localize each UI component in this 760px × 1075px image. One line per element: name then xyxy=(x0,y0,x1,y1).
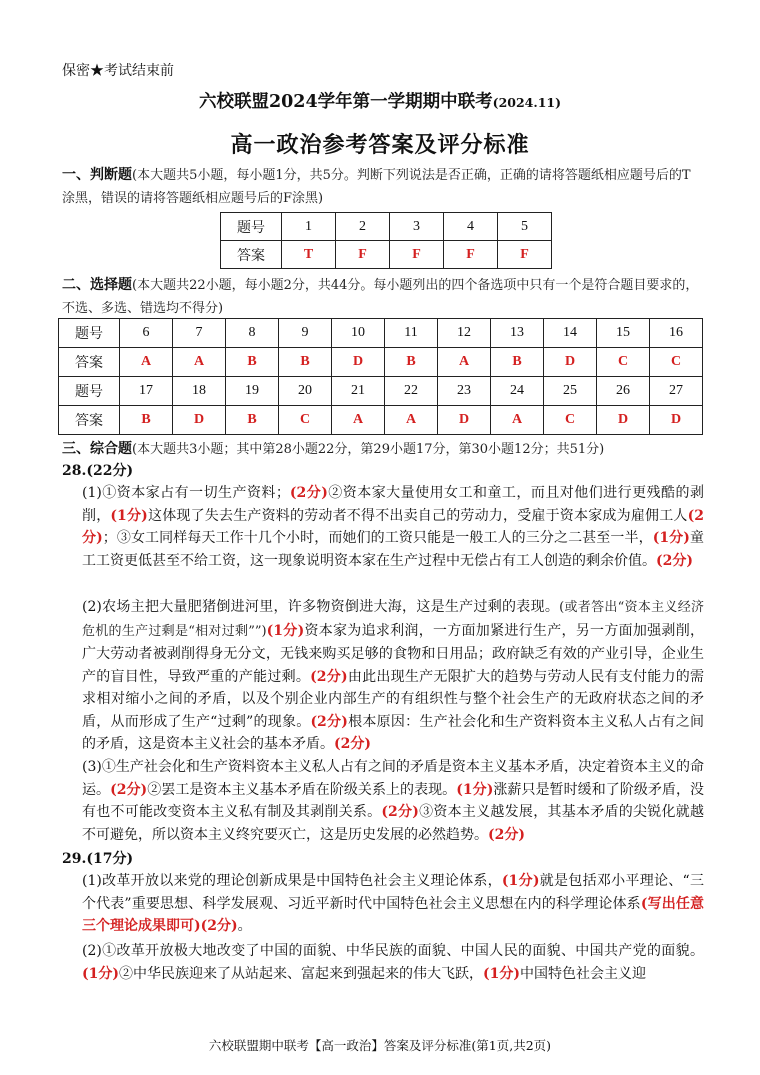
score-marker: (2分) xyxy=(381,804,419,820)
answer-cell: D xyxy=(332,348,385,377)
q29-answer-part1 xyxy=(82,870,704,938)
score-marker: (1分) xyxy=(652,530,690,546)
section2-label: 二、选择题 xyxy=(62,277,132,293)
q28-answer-part3 xyxy=(82,756,704,846)
row-label: 题号 xyxy=(59,319,120,348)
answer-text: 由此出现生产无限扩大的趋势与劳动人民有支付能力的需求相对缩小之间的矛盾，以及个别企业内部生产的有组织性与整个社会生产的无政府状态之间的矛盾，从而形成了生产“过剩”的现象。 xyxy=(82,668,705,730)
section2-heading xyxy=(62,274,702,320)
table-row xyxy=(59,406,703,435)
question-number: 14 xyxy=(544,319,597,348)
section3-label: 三、综合题 xyxy=(62,441,132,457)
answer-cell: D xyxy=(173,406,226,435)
answer-text: 涨薪只是暂时缓和了阶级矛盾，没有也不可能改变资本主义私有制及其剥削关系。 xyxy=(82,781,705,820)
answer-cell: F xyxy=(498,241,552,269)
answer-text: (1)①资本家占有一切生产资料； xyxy=(82,485,290,501)
answer-text: ；③女工同样每天工作十几个小时，而她们的工资只能是一般工人的三分之二甚至一半， xyxy=(102,530,653,546)
answer-cell: C xyxy=(279,406,332,435)
section1-desc: (本大题共5小题，每小题1分，共5分。判断下列说法是否正确，正确的请将答题纸相应题号后的T涂黑，错误的请将答题纸相应题号后的F涂黑) xyxy=(62,168,691,206)
question-number: 13 xyxy=(491,319,544,348)
question-number: 7 xyxy=(173,319,226,348)
q28-number: 28. xyxy=(62,463,87,479)
answer-text: 中国特色社会主义迎 xyxy=(520,965,646,982)
answer-text: ②资本家大量使用女工和童工，而且对他们进行更残酷的剥削， xyxy=(82,485,704,524)
answer-cell: B xyxy=(491,348,544,377)
answer-cell: F xyxy=(390,241,444,269)
answer-cell: T xyxy=(282,241,336,269)
answer-cell: C xyxy=(597,348,650,377)
question-number: 15 xyxy=(597,319,650,348)
question-number: 22 xyxy=(385,377,438,406)
answer-cell: C xyxy=(650,348,703,377)
q29-answer-part2 xyxy=(82,940,704,985)
answer-cell: D xyxy=(650,406,703,435)
score-marker: (1分) xyxy=(110,507,148,524)
exam-header xyxy=(0,88,760,113)
question-number: 1 xyxy=(282,213,336,241)
page-title: 高一政治参考答案及评分标准 xyxy=(230,132,530,158)
question-number: 26 xyxy=(597,377,650,406)
score-marker: (1分) xyxy=(266,622,305,639)
answer-cell: A xyxy=(491,406,544,435)
answer-text: 童工工资更低甚至不给工资，这一现象说明资本家在生产过程中无偿占有工人创造的剩余价值。 xyxy=(82,530,705,569)
answer-cell: F xyxy=(444,241,498,269)
score-marker: (1分) xyxy=(456,781,494,798)
question-number: 20 xyxy=(279,377,332,406)
question-number: 19 xyxy=(226,377,279,406)
question-number: 23 xyxy=(438,377,491,406)
exam-date: (2024.11) xyxy=(492,95,562,110)
table-row xyxy=(59,348,703,377)
row-label: 答案 xyxy=(221,241,282,269)
question-number: 8 xyxy=(226,319,279,348)
table-row xyxy=(221,213,552,241)
q28-answer-part1 xyxy=(82,482,704,572)
section1-answer-table xyxy=(220,212,552,269)
answer-cell: B xyxy=(120,406,173,435)
row-label: 题号 xyxy=(59,377,120,406)
score-marker: (1分) xyxy=(501,873,540,889)
answer-text: 就是包括邓小平理论、“三个代表”重要思想、科学发展观、习近平新时代中国特色社会主义思想在内的科学理论体系 xyxy=(82,873,704,912)
question-number: 24 xyxy=(491,377,544,406)
q28-score: (22分) xyxy=(86,463,134,479)
answer-text: 这体现了失去生产资料的劳动者不得不出卖自己的劳动力，受雇于资本家成为雇佣工人 xyxy=(147,507,688,524)
q28-heading xyxy=(62,460,133,482)
answer-text: 根本原因：生产社会化和生产资料资本主义私人占有之间的矛盾，这是资本主义社会的基本矛盾。 xyxy=(82,713,704,752)
answer-text: (2)农场主把大量肥猪倒进河里，许多物资倒进大海，这是生产过剩的表现。 xyxy=(82,599,560,615)
question-number: 3 xyxy=(390,213,444,241)
q29-heading xyxy=(62,848,133,870)
question-number: 4 xyxy=(444,213,498,241)
answer-cell: C xyxy=(544,406,597,435)
table-row xyxy=(59,377,703,406)
table-row xyxy=(59,319,703,348)
q29-number: 29. xyxy=(62,851,87,867)
row-label: 题号 xyxy=(221,213,282,241)
answer-cell: A xyxy=(438,348,491,377)
question-number: 9 xyxy=(279,319,332,348)
page-footer: 六校联盟期中联考【高一政治】答案及评分标准(第1页,共2页) xyxy=(208,1038,552,1053)
section3-desc: (本大题共3小题；其中第28小题22分，第29小题17分，第30小题12分；共51分) xyxy=(132,442,605,457)
score-marker: (2分) xyxy=(200,918,238,934)
section1-label: 一、判断题 xyxy=(62,167,132,183)
table-row xyxy=(221,241,552,269)
grading-note: (写出任意三个理论成果即可) xyxy=(82,895,705,934)
question-number: 21 xyxy=(332,377,385,406)
question-number: 16 xyxy=(650,319,703,348)
answer-text: ②中华民族迎来了从站起来、富起来到强起来的伟大飞跃， xyxy=(119,965,483,982)
score-marker: (2分) xyxy=(289,485,328,501)
answer-text: 。 xyxy=(237,918,252,934)
section3-heading xyxy=(62,438,722,461)
score-marker: (2分) xyxy=(488,826,525,843)
answer-cell: A xyxy=(173,348,226,377)
q28-answer-part2 xyxy=(82,596,704,756)
score-marker: (2分) xyxy=(310,713,348,730)
question-number: 5 xyxy=(498,213,552,241)
answer-text: 资本家为追求利润，一方面加紧进行生产，另一方面加强剥削，广大劳动者被剥削得身无分文，无钱来购买足够的食物和日用品；政府缺乏有效的产业引导，企业生产的盲目性，导致严重的产能过剩。 xyxy=(82,622,704,685)
answer-cell: B xyxy=(226,348,279,377)
question-number: 11 xyxy=(385,319,438,348)
answer-cell: B xyxy=(226,406,279,435)
answer-text: ③资本主义越发展，其基本矛盾的尖锐化就越不可避免，所以资本主义终究要灭亡，这是历史发展的必然趋势。 xyxy=(82,804,705,843)
answer-cell: A xyxy=(120,348,173,377)
row-label: 答案 xyxy=(59,348,120,377)
question-number: 25 xyxy=(544,377,597,406)
question-number: 27 xyxy=(650,377,703,406)
q29-score: (17分) xyxy=(86,851,134,867)
answer-text: (2)①改革开放极大地改变了中国的面貌、中华民族的面貌、中国人民的面貌、中国共产党的面貌。 xyxy=(82,943,704,959)
answer-text: (3)①生产社会化和生产资料资本主义私人占有之间的矛盾是资本主义基本矛盾，决定着资本主义的命运。 xyxy=(82,759,704,798)
row-label: 答案 xyxy=(59,406,120,435)
answer-cell: D xyxy=(544,348,597,377)
answer-cell: A xyxy=(385,406,438,435)
section2-desc: (本大题共22小题，每小题2分，共44分。每小题列出的四个备选项中只有一个是符合题目要求的，不选、多选、错选均不得分) xyxy=(62,278,699,316)
question-number: 18 xyxy=(173,377,226,406)
answer-text: ②罢工是资本主义基本矛盾在阶级关系上的表现。 xyxy=(147,781,457,798)
question-number: 17 xyxy=(120,377,173,406)
section2-answer-table xyxy=(58,318,703,435)
score-marker: (2分) xyxy=(110,781,148,798)
exam-name: 六校联盟2024学年第一学期期中联考 xyxy=(198,92,493,112)
alternative-answer: (或者答出“资本主义经济危机的生产过剩是“相对过剩””) xyxy=(82,600,704,639)
section1-heading xyxy=(62,164,702,210)
answer-cell: B xyxy=(385,348,438,377)
answer-cell: F xyxy=(336,241,390,269)
answer-cell: B xyxy=(279,348,332,377)
answer-cell: A xyxy=(332,406,385,435)
score-marker: (2分) xyxy=(656,552,693,569)
score-marker: (1分) xyxy=(483,965,520,982)
score-marker: (2分) xyxy=(310,668,348,685)
question-number: 6 xyxy=(120,319,173,348)
answer-cell: D xyxy=(597,406,650,435)
question-number: 2 xyxy=(336,213,390,241)
score-marker: (1分) xyxy=(82,965,119,982)
score-marker: (2分) xyxy=(334,736,371,752)
answer-text: (1)改革开放以来党的理论创新成果是中国特色社会主义理论体系， xyxy=(82,873,502,889)
score-marker: (2分) xyxy=(82,507,704,546)
question-number: 12 xyxy=(438,319,491,348)
answer-cell: D xyxy=(438,406,491,435)
question-number: 10 xyxy=(332,319,385,348)
confidential-label: 保密★考试结束前 xyxy=(62,63,174,79)
